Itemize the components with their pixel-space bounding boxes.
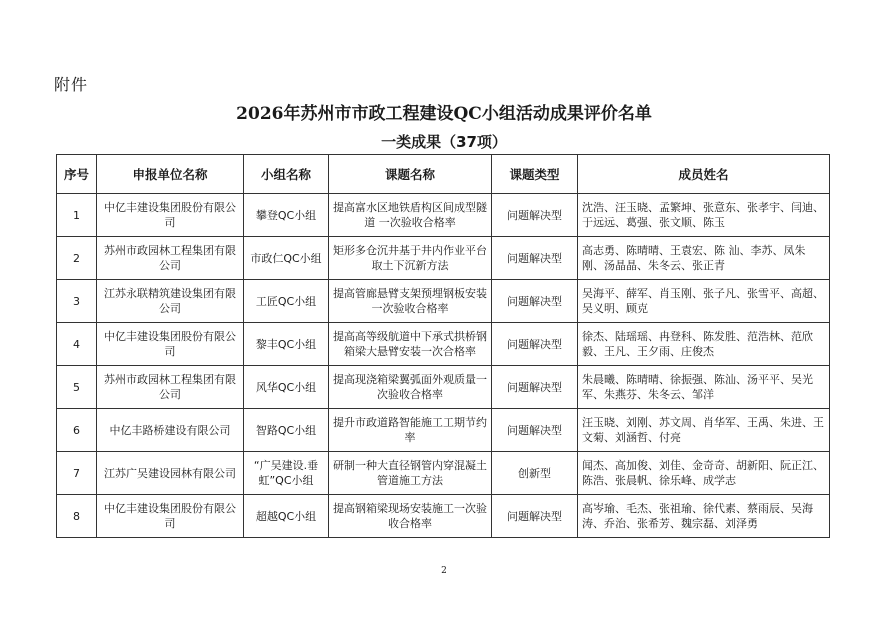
header-cell-type: 课题类型 xyxy=(492,155,578,194)
cell-group: 风华QC小组 xyxy=(244,366,329,409)
header-cell-members: 成员姓名 xyxy=(578,155,830,194)
cell-no: 5 xyxy=(57,366,97,409)
header-cell-unit: 申报单位名称 xyxy=(97,155,244,194)
cell-unit: 苏州市政园林工程集团有限公司 xyxy=(97,366,244,409)
cell-topic: 提高现浇箱梁翼弧面外观质量一次验收合格率 xyxy=(329,366,492,409)
cell-unit: 中亿丰建设集团股份有限公司 xyxy=(97,323,244,366)
cell-no: 1 xyxy=(57,194,97,237)
table-row xyxy=(57,495,830,538)
cell-type: 问题解决型 xyxy=(492,237,578,280)
table-row xyxy=(57,452,830,495)
document-title: 2026年苏州市市政工程建设QC小组活动成果评价名单 xyxy=(236,104,652,124)
document-subtitle: 一类成果（37项） xyxy=(381,133,507,151)
table-row xyxy=(57,323,830,366)
table-row xyxy=(57,280,830,323)
cell-members: 沈浩、汪玉晓、孟繁坤、张意东、张孝宇、闫迪、于远远、葛强、张文顺、陈玉 xyxy=(578,194,830,237)
annex-label: 附件 xyxy=(54,75,89,94)
table-header-row xyxy=(57,155,830,194)
cell-members: 高岑瑜、毛杰、张祖瑜、徐代素、蔡雨辰、吴海涛、乔治、张希芳、魏宗磊、刘泽勇 xyxy=(578,495,830,538)
cell-topic: 提高钢箱梁现场安装施工一次验收合格率 xyxy=(329,495,492,538)
cell-members: 朱晨曦、陈晴晴、徐振强、陈汕、汤平平、吴光军、朱燕芬、朱冬云、邹洋 xyxy=(578,366,830,409)
results-table xyxy=(56,154,830,538)
cell-type: 创新型 xyxy=(492,452,578,495)
cell-unit: 中亿丰路桥建设有限公司 xyxy=(97,409,244,452)
cell-topic: 提高管廊悬臂支架预埋钢板安装一次验收合格率 xyxy=(329,280,492,323)
table-row xyxy=(57,409,830,452)
cell-no: 3 xyxy=(57,280,97,323)
cell-members: 闻杰、高加俊、刘佳、金奇奇、胡新阳、阮正江、陈浩、张晨帆、徐乐峰、成学志 xyxy=(578,452,830,495)
header-cell-group: 小组名称 xyxy=(244,155,329,194)
cell-members: 汪玉晓、刘刚、苏文周、肖华军、王禹、朱进、王文菊、刘涵哲、付亮 xyxy=(578,409,830,452)
cell-type: 问题解决型 xyxy=(492,323,578,366)
cell-group: “广吴建设.垂虹”QC小组 xyxy=(244,452,329,495)
cell-no: 6 xyxy=(57,409,97,452)
cell-type: 问题解决型 xyxy=(492,366,578,409)
cell-no: 4 xyxy=(57,323,97,366)
table-row xyxy=(57,366,830,409)
cell-group: 黎丰QC小组 xyxy=(244,323,329,366)
cell-type: 问题解决型 xyxy=(492,409,578,452)
cell-group: 工匠QC小组 xyxy=(244,280,329,323)
table-row xyxy=(57,194,830,237)
cell-no: 8 xyxy=(57,495,97,538)
cell-members: 徐杰、陆瑶瑶、冉登科、陈发胜、范浩林、范欣毅、王凡、王夕雨、庄俊杰 xyxy=(578,323,830,366)
cell-unit: 中亿丰建设集团股份有限公司 xyxy=(97,194,244,237)
cell-type: 问题解决型 xyxy=(492,495,578,538)
table-row xyxy=(57,237,830,280)
header-cell-no: 序号 xyxy=(57,155,97,194)
page-number: 2 xyxy=(441,566,447,576)
cell-no: 2 xyxy=(57,237,97,280)
header-cell-topic: 课题名称 xyxy=(329,155,492,194)
cell-topic: 研制一种大直径钢管内穿混凝土管道施工方法 xyxy=(329,452,492,495)
cell-unit: 江苏永联精筑建设集团有限公司 xyxy=(97,280,244,323)
cell-members: 高志勇、陈晴晴、王袁宏、陈 汕、李苏、凤朱刚、汤晶晶、朱冬云、张正青 xyxy=(578,237,830,280)
cell-topic: 提高高等级航道中下承式拱桥钢箱梁大悬臂安装一次合格率 xyxy=(329,323,492,366)
cell-group: 超越QC小组 xyxy=(244,495,329,538)
cell-topic: 提高富水区地铁盾构区间成型隧道 一次验收合格率 xyxy=(329,194,492,237)
cell-unit: 江苏广吴建设园林有限公司 xyxy=(97,452,244,495)
cell-unit: 中亿丰建设集团股份有限公司 xyxy=(97,495,244,538)
cell-group: 攀登QC小组 xyxy=(244,194,329,237)
cell-members: 吴海平、薛军、肖玉刚、张子凡、张雪平、高超、吴义明、顾克 xyxy=(578,280,830,323)
cell-topic: 矩形多仓沉井基于井内作业平台取土下沉新方法 xyxy=(329,237,492,280)
cell-group: 智路QC小组 xyxy=(244,409,329,452)
cell-topic: 提升市政道路智能施工工期节约率 xyxy=(329,409,492,452)
cell-no: 7 xyxy=(57,452,97,495)
cell-group: 市政仁QC小组 xyxy=(244,237,329,280)
cell-type: 问题解决型 xyxy=(492,194,578,237)
cell-unit: 苏州市政园林工程集团有限公司 xyxy=(97,237,244,280)
cell-type: 问题解决型 xyxy=(492,280,578,323)
